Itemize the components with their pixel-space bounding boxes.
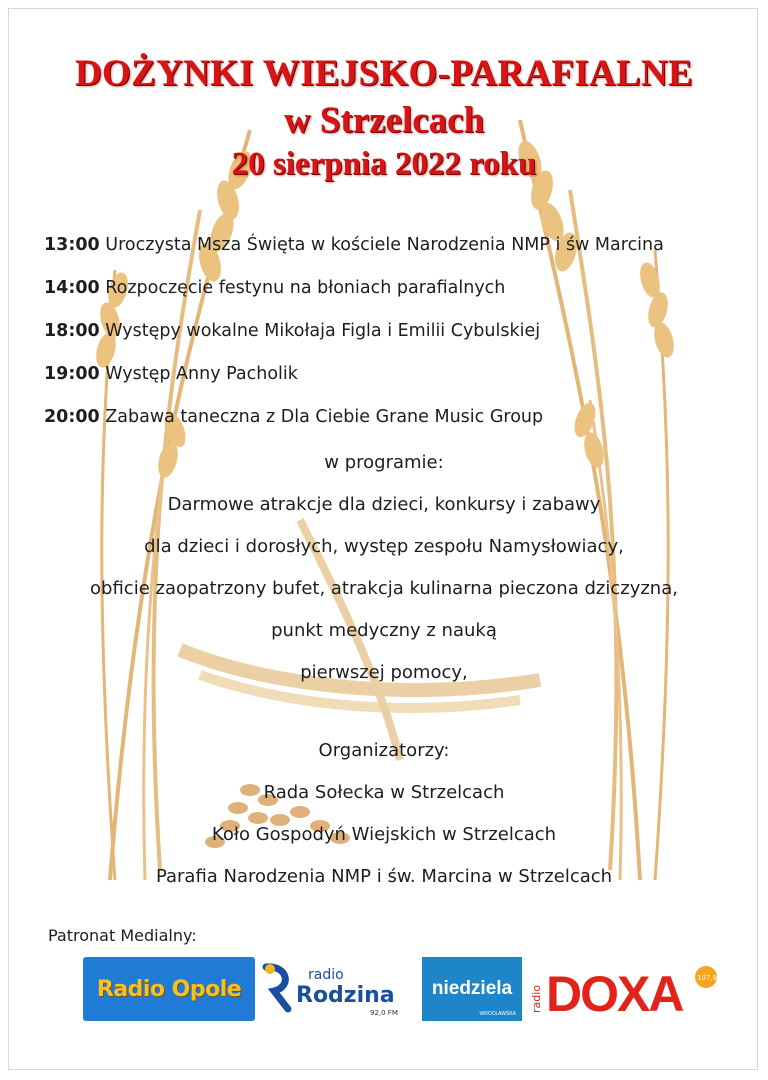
radio-rodzina-logo [258,957,418,1021]
schedule-item [44,273,764,316]
event-location: w Strzelcach [283,100,485,141]
schedule-item [44,359,764,402]
organizer-line: Rada Sołecka w Strzelcach [263,782,505,803]
schedule-time: 14:00 [44,278,100,298]
program-line: Darmowe atrakcje dla dzieci, konkursy i zabawy [167,494,601,515]
event-date: 20 sierpnia 2022 roku [231,146,537,182]
niedziela-logo-text: niedziela [431,978,513,999]
rodzina-freq-text: 92,0 FM [370,1009,398,1017]
program-line: punkt medyczny z nauką [271,620,497,641]
schedule-text: Zabawa taneczna z Dla Ciebie Grane Music Group [99,407,544,427]
patronage-label: Patronat Medialny: [48,926,197,945]
schedule-text: Występy wokalne Mikołaja Figla i Emilii Cybulskiej [99,321,541,341]
event-title: DOŻYNKI WIEJSKO-PARAFIALNE [74,53,694,94]
doxa-radio-text: radio [530,984,543,1013]
rodzina-main-text: Rodzina [296,983,395,1008]
program-line: obficie zaopatrzony bufet, atrakcja kulinarna pieczona dziczyzna, [90,578,678,599]
organizers-heading: Organizatorzy: [318,740,450,761]
schedule-time: 20:00 [44,407,100,427]
program-heading: w programie: [324,452,444,473]
radio-opole-logo [83,957,255,1021]
schedule-text: Uroczysta Msza Święta w kościele Narodzenia NMP i św Marcina [99,235,664,255]
doxa-freq-text: 107,9 [697,974,718,982]
program-line: pierwszej pomocy, [300,662,468,683]
schedule-list [44,230,764,445]
radio-doxa-logo [526,957,721,1021]
rodzina-top-text: radio [308,967,344,983]
schedule-text: Rozpoczęcie festynu na błoniach parafialnych [99,278,506,298]
program-line: dla dzieci i dorosłych, występ zespołu Namysłowiacy, [144,536,624,557]
schedule-item [44,402,764,445]
schedule-time: 13:00 [44,235,100,255]
schedule-time: 18:00 [44,321,100,341]
schedule-time: 19:00 [44,364,100,384]
schedule-item [44,230,764,273]
doxa-name-text: DOXA [546,966,683,1021]
schedule-item [44,316,764,359]
niedziela-logo [422,957,522,1021]
schedule-text: Występ Anny Pacholik [99,364,298,384]
organizer-line: Koło Gospodyń Wiejskich w Strzelcach [211,824,557,845]
niedziela-sub-text: WROCŁAWSKA [479,1011,516,1017]
radio-opole-logo-text: Radio Opole [96,976,242,1002]
organizer-line: Parafia Narodzenia NMP i św. Marcina w Strzelcach [155,866,613,887]
